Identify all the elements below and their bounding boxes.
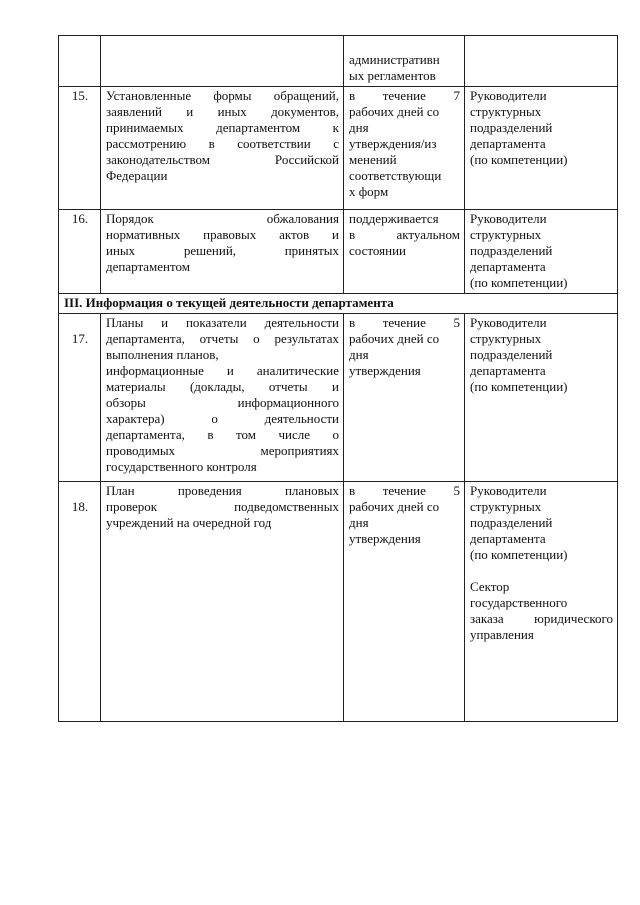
text-line: х форм xyxy=(349,184,389,199)
text-line: учреждений на очередной год xyxy=(106,515,272,530)
text-line: подразделений xyxy=(470,515,553,530)
text-line: утверждения xyxy=(349,531,421,546)
text-line: План проведения плановых xyxy=(106,483,339,498)
text-line: подразделений xyxy=(470,243,553,258)
table-row xyxy=(59,210,618,294)
text-line: подразделений xyxy=(470,120,553,135)
text-line: структурных xyxy=(470,104,542,119)
text-line: соответствующи xyxy=(349,168,442,183)
text-line: департаментом xyxy=(106,259,190,274)
text-line: управления xyxy=(470,627,534,642)
text-line: заявлений и иных документов, xyxy=(106,104,339,119)
text-line: иных решений, принятых xyxy=(106,243,339,258)
text-line: утверждения/из xyxy=(349,136,437,151)
item-name xyxy=(101,210,344,294)
item-name xyxy=(101,314,344,482)
text-line: в актуальном xyxy=(349,227,460,242)
text-line: заказа юридического xyxy=(470,611,613,626)
text-line: нормативных правовых актов и xyxy=(106,227,339,242)
text-line: законодательством Российской xyxy=(106,152,339,167)
text-line: характера) о деятельности xyxy=(106,411,339,426)
text-line: административн xyxy=(349,52,440,67)
text-line: Руководители xyxy=(470,211,547,226)
text-line: Установленные формы обращений, xyxy=(106,88,339,103)
text-line: рабочих дней со xyxy=(349,331,440,346)
section-row xyxy=(59,294,618,314)
text-line: дня xyxy=(349,515,369,530)
item-name xyxy=(101,87,344,210)
text-line: дня xyxy=(349,120,369,135)
text-line: структурных xyxy=(470,499,542,514)
row-number xyxy=(59,36,101,87)
text-line: поддерживается xyxy=(349,211,439,226)
text-line: (по компетенции) xyxy=(470,547,568,562)
text-line: обзоры информационного xyxy=(106,395,339,410)
info-table xyxy=(58,35,618,722)
table-row xyxy=(59,36,618,87)
text-line: в течение 7 xyxy=(349,88,460,103)
responsible-cell xyxy=(465,482,618,722)
deadline-cell xyxy=(344,87,465,210)
text-line: в течение 5 xyxy=(349,315,460,330)
text-line: государственного xyxy=(470,595,568,610)
text-line: менений xyxy=(349,152,397,167)
text-line: структурных xyxy=(470,331,542,346)
text-line: департамента xyxy=(470,259,546,274)
row-number: 16. xyxy=(59,210,101,294)
text-line: информационные и аналитические xyxy=(106,363,339,378)
text-line: (по компетенции) xyxy=(470,379,568,394)
responsible-cell xyxy=(465,314,618,482)
row-number: 15. xyxy=(59,87,101,210)
table-row xyxy=(59,314,618,482)
text-line: проводимых мероприятиях xyxy=(106,443,339,458)
item-name xyxy=(101,482,344,722)
text-line: принимаемых департаментом к xyxy=(106,120,339,135)
text-line: рабочих дней со xyxy=(349,499,440,514)
text-line: департамента xyxy=(470,363,546,378)
text-line: проверок подведомственных xyxy=(106,499,339,514)
text-line: департамента xyxy=(470,136,546,151)
text-line: структурных xyxy=(470,227,542,242)
text-line: выполнения планов, xyxy=(106,347,219,362)
table-row xyxy=(59,87,618,210)
responsible-cell xyxy=(465,210,618,294)
text-line: утверждения xyxy=(349,363,421,378)
table-row xyxy=(59,482,618,722)
responsible-cell xyxy=(465,36,618,87)
deadline-cell xyxy=(344,482,465,722)
deadline-cell xyxy=(344,210,465,294)
text-line: Федерации xyxy=(106,168,168,183)
deadline-cell xyxy=(344,314,465,482)
text-line: подразделений xyxy=(470,347,553,362)
text-line: рабочих дней со xyxy=(349,104,440,119)
text-line: Планы и показатели деятельности xyxy=(106,315,339,330)
row-number: 18. xyxy=(59,482,101,722)
text-line: Руководители xyxy=(470,315,547,330)
text-line: департамента, в том числе о xyxy=(106,427,339,442)
text-line: Порядок обжалования xyxy=(106,211,339,226)
text-line: департамента xyxy=(470,531,546,546)
text-line: материалы (доклады, отчеты и xyxy=(106,379,339,394)
text-line: в течение 5 xyxy=(349,483,460,498)
text-line: Руководители xyxy=(470,88,547,103)
text-line: (по компетенции) xyxy=(470,275,568,290)
section-title: III. Информация о текущей деятельности департамента xyxy=(59,294,618,314)
text-line: (по компетенции) xyxy=(470,152,568,167)
text-line: ых регламентов xyxy=(349,68,436,83)
text-line: Руководители xyxy=(470,483,547,498)
text-line: департамента, отчеты о результатах xyxy=(106,331,339,346)
text-line: Сектор xyxy=(470,579,510,594)
text-line: состоянии xyxy=(349,243,406,258)
row-number: 17. xyxy=(59,314,101,482)
responsible-cell xyxy=(465,87,618,210)
text-line: рассмотрению в соответствии с xyxy=(106,136,339,151)
deadline-cell xyxy=(344,36,465,87)
text-line: государственного контроля xyxy=(106,459,257,474)
text-line: дня xyxy=(349,347,369,362)
item-name xyxy=(101,36,344,87)
